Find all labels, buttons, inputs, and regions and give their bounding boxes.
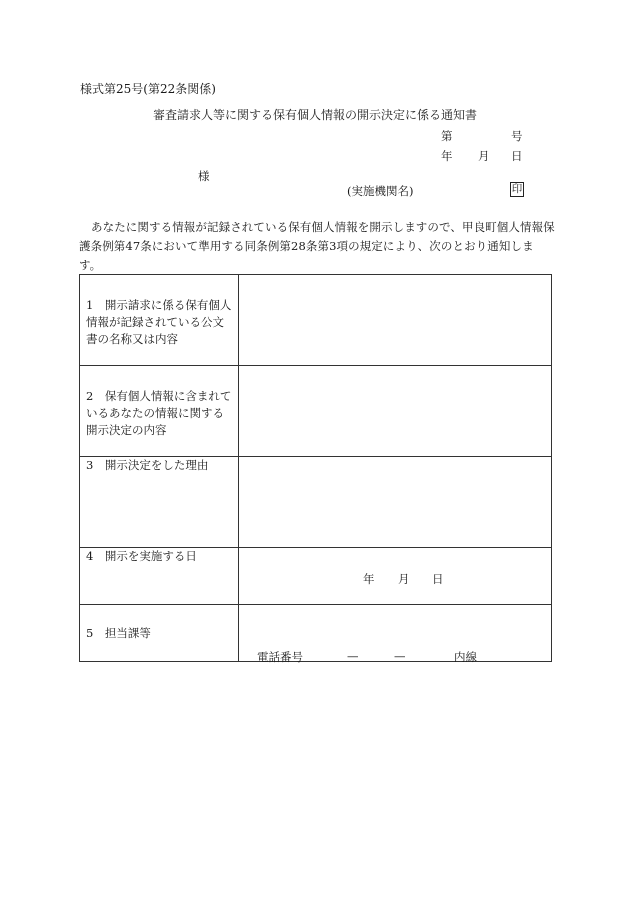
row-label-cell — [80, 275, 239, 366]
document-title: 審査請求人等に関する保有個人情報の開示決定に係る通知書 — [152, 108, 477, 122]
number-label: 第 — [441, 129, 453, 143]
row-label: 1 開示請求に係る保有個人情報が記録されている公文書の名称又は内容 — [86, 298, 232, 346]
table-row — [80, 275, 552, 366]
table-row — [80, 366, 552, 457]
row-label: 5 担当課等 — [86, 626, 151, 640]
row-label: 2 保有個人情報に含まれているあなたの情報に関する開示決定の内容 — [86, 389, 232, 437]
addressee-honorific: 様 — [198, 169, 210, 183]
notice-body-text: あなたに関する情報が記録されている保有個人情報を開示しますので、甲良町個人情報保護条例第47条において準用する同条例第28条第3項の規定により、次のとおり通知します。 — [79, 220, 555, 272]
date-year-label: 年 — [441, 149, 453, 163]
row-label-cell — [80, 366, 239, 457]
value-cell — [239, 275, 552, 366]
date-month-label: 月 — [478, 149, 490, 163]
table-row — [80, 457, 552, 548]
phone-label: 電話番号 — [257, 650, 303, 664]
seal-mark: 印 — [511, 183, 523, 195]
row-label: 3 開示決定をした理由 — [86, 458, 209, 472]
form-number: 様式第25号(第22条関係) — [80, 82, 216, 96]
contact-cell — [239, 605, 552, 662]
impl-month-label: 月 — [398, 572, 410, 586]
date-day-label: 日 — [511, 149, 523, 163]
extension-label: 内線 — [454, 650, 477, 664]
value-cell — [239, 457, 552, 548]
implementation-date-cell — [239, 548, 552, 605]
table-row — [80, 548, 552, 605]
row-label-cell — [80, 457, 239, 548]
impl-day-label: 日 — [432, 572, 444, 586]
row-label: 4 開示を実施する日 — [86, 549, 197, 563]
notice-table — [79, 274, 552, 662]
agency-name: (実施機関名) — [347, 184, 414, 198]
table-row — [80, 605, 552, 662]
phone-dash-2: — — [394, 649, 406, 663]
number-suffix: 号 — [511, 129, 523, 143]
row-label-cell — [80, 605, 239, 662]
value-cell — [239, 366, 552, 457]
phone-dash-1: — — [347, 649, 359, 663]
row-label-cell — [80, 548, 239, 605]
impl-year-label: 年 — [363, 572, 375, 586]
